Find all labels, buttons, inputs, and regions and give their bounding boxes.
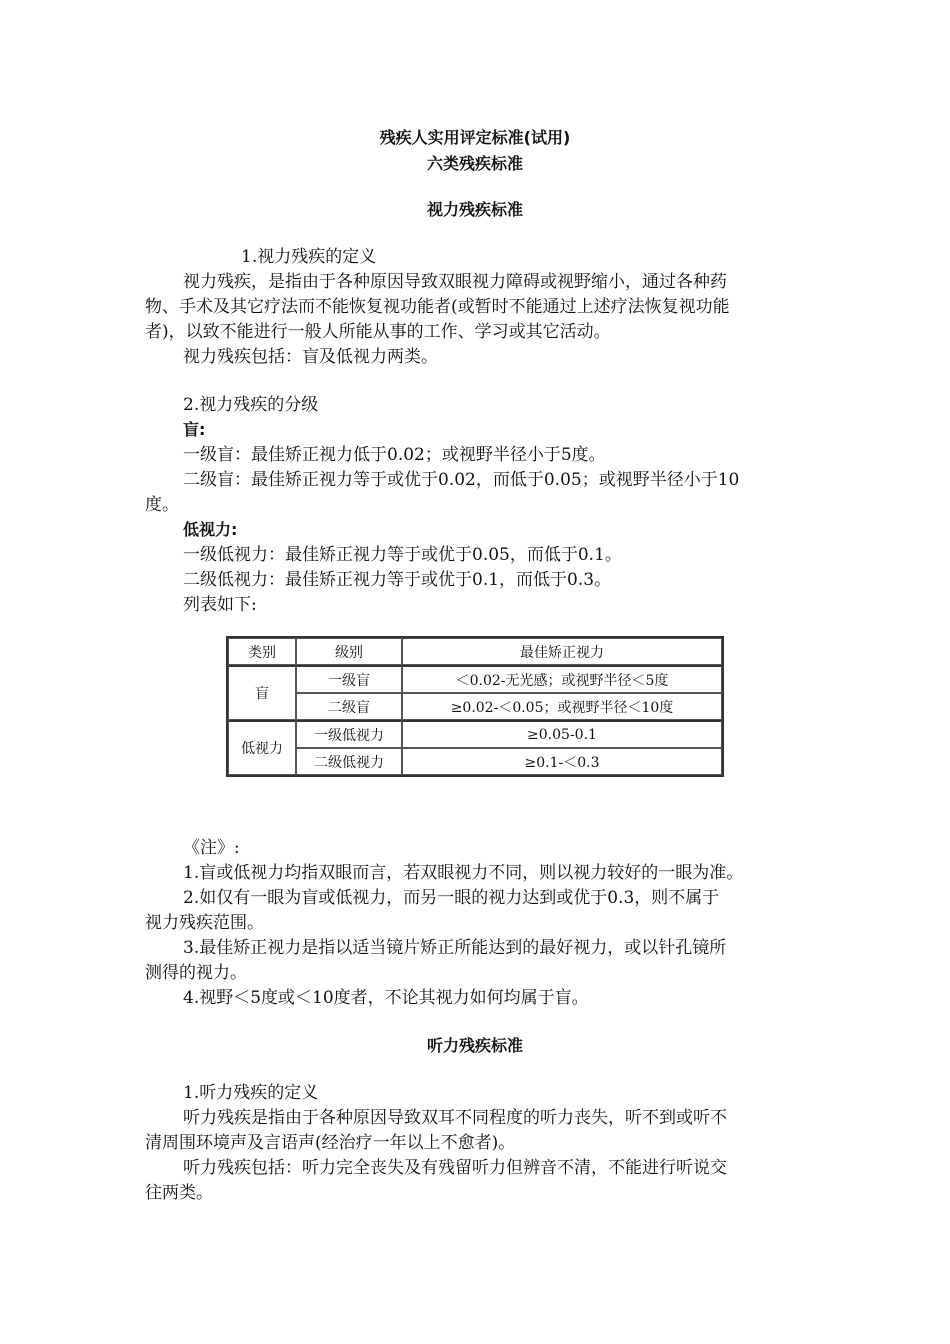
table-row (228, 720, 722, 748)
hearing-definition-line: 听力残疾是指由于各种原因导致双耳不同程度的听力丧失，听不到或听不 (183, 1108, 727, 1128)
low-vision-level-2: 二级低视力：最佳矫正视力等于或优于0.1，而低于0.3。 (183, 570, 612, 590)
document-title: 残疾人实用评定标准(试用) (379, 128, 571, 147)
table-header-cell: 级别 (296, 638, 402, 665)
hearing-includes: 听力残疾包括：听力完全丧失及有残留听力但辨音不清，不能进行听说交 (183, 1158, 727, 1178)
table-cell: 二级低视力 (296, 748, 402, 775)
table-cell: ≥0.02-＜0.05；或视野半径＜10度 (402, 693, 722, 720)
table-cell: 一级低视力 (296, 720, 402, 748)
table-cell: ≥0.1-＜0.3 (402, 748, 722, 775)
blind-level-2-cont: 度。 (145, 495, 179, 515)
table-header-row (228, 638, 722, 665)
section-heading-vision: 视力残疾标准 (426, 200, 523, 219)
blind-label: 盲: (183, 420, 206, 439)
vision-definition-line: 者)，以致不能进行一般人所能从事的工作、学习或其它活动。 (145, 322, 611, 342)
blind-level-2: 二级盲：最佳矫正视力等于或优于0.02，而低于0.05；或视野半径小于10 (183, 470, 740, 490)
table-header-cell: 最佳矫正视力 (402, 638, 722, 665)
note-item: 4.视野＜5度或＜10度者，不论其视力如何均属于盲。 (183, 988, 589, 1008)
vision-definition-title: 1.视力残疾的定义 (241, 247, 377, 267)
hearing-includes-cont: 往两类。 (145, 1183, 213, 1203)
vision-grading-title: 2.视力残疾的分级 (183, 395, 319, 415)
note-item: 2.如仅有一眼为盲或低视力，而另一眼的视力达到或优于0.3，则不属于 (183, 888, 720, 908)
blind-level-1: 一级盲：最佳矫正视力低于0.02；或视野半径小于5度。 (183, 445, 606, 465)
note-item-cont: 测得的视力。 (145, 963, 247, 983)
section-heading-hearing: 听力残疾标准 (426, 1036, 523, 1055)
vision-definition-line: 视力残疾，是指由于各种原因导致双眼视力障碍或视野缩小，通过各种药 (183, 272, 727, 292)
table-row (228, 665, 722, 693)
table-cell: ≥0.05-0.1 (402, 720, 722, 748)
document-subtitle: 六类残疾标准 (426, 154, 523, 173)
hearing-definition-title: 1.听力残疾的定义 (183, 1083, 319, 1103)
table-row (228, 693, 722, 720)
vision-definition-line: 物、手术及其它疗法而不能恢复视功能者(或暂时不能通过上述疗法恢复视功能 (145, 297, 730, 317)
notes-title: 《注》: (183, 838, 240, 858)
table-header-cell: 类别 (228, 638, 296, 665)
table-cell: 二级盲 (296, 693, 402, 720)
table-row (228, 748, 722, 775)
low-vision-label: 低视力: (183, 520, 238, 539)
vision-grade-table (226, 636, 724, 777)
table-intro: 列表如下: (183, 595, 257, 615)
table-group-cell: 盲 (228, 665, 296, 720)
table-group-cell: 低视力 (228, 720, 296, 775)
table-cell: 一级盲 (296, 665, 402, 693)
vision-includes: 视力残疾包括：盲及低视力两类。 (183, 347, 438, 367)
low-vision-level-1: 一级低视力：最佳矫正视力等于或优于0.05，而低于0.1。 (183, 545, 622, 565)
table-cell: ＜0.02-无光感；或视野半径＜5度 (402, 665, 722, 693)
note-item-cont: 视力残疾范围。 (145, 913, 264, 933)
hearing-definition-line: 清周围环境声及言语声(经治疗一年以上不愈者)。 (145, 1133, 516, 1153)
note-item: 3.最佳矫正视力是指以适当镜片矫正所能达到的最好视力，或以针孔镜所 (183, 938, 727, 958)
note-item: 1.盲或低视力均指双眼而言，若双眼视力不同，则以视力较好的一眼为准。 (183, 863, 744, 883)
